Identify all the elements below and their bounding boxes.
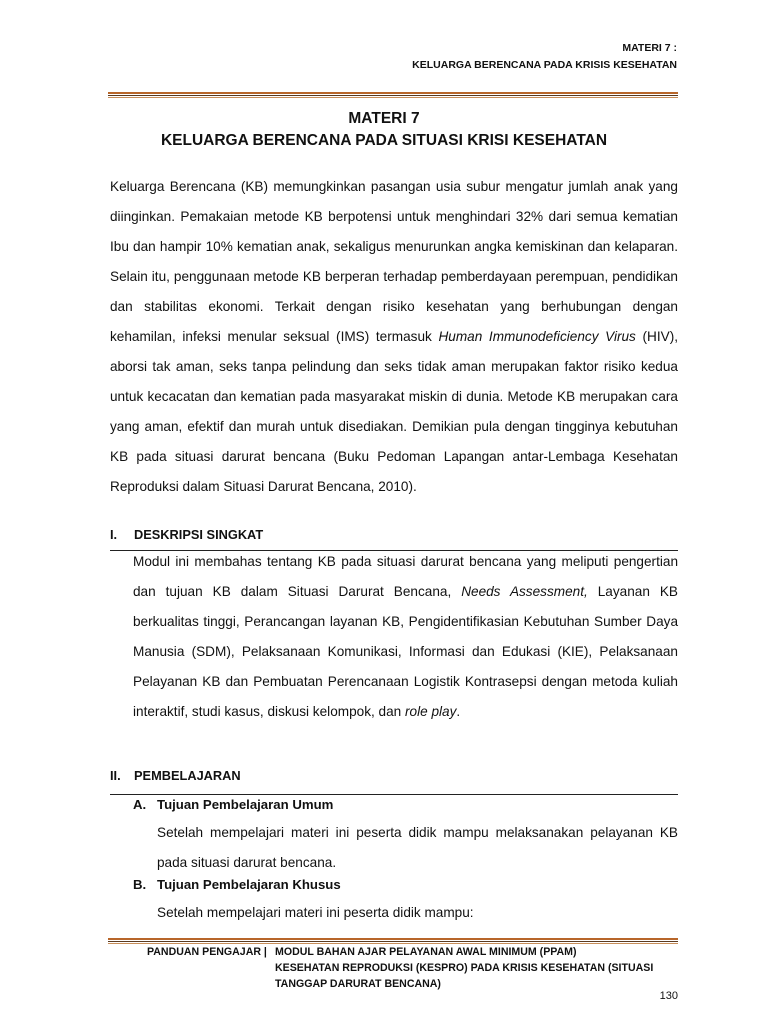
section-2-title: PEMBELAJARAN — [134, 768, 241, 783]
footer-line1: MODUL BAHAN AJAR PELAYANAN AWAL MINIMUM (PPAM) — [275, 946, 577, 958]
section-1-number: I. — [110, 527, 118, 542]
title-line1: MATERI 7 — [348, 110, 420, 127]
section-1-text-2: Layanan KB berkualitas tinggi, Perancangan layanan KB, Pengidentifikasian Kebutuhan Sumber Daya Manusia (SDM), Pelaksanaan Komunikasi, Informasi dan Edukasi (KIE), Pelaksanaan Pelayanan KB dan Pembuatan Perencanaan Logistik Kontrasepsi dengan metoda kuliah interaktif, studi kasus, diskusi kelompok, dan — [133, 584, 678, 719]
intro-paragraph — [110, 172, 678, 502]
footer-line2: KESEHATAN REPRODUKSI (KESPRO) PADA KRISIS KESEHATAN (SITUASI — [275, 962, 654, 974]
intro-italic-hiv: Human Immunodeficiency Virus — [438, 329, 636, 344]
section-1-paragraph — [133, 547, 678, 727]
intro-text-2: (HIV), aborsi tak aman, seks tanpa pelindung dan seks tidak aman merupakan faktor risiko kedua untuk kecacatan dan kematian pada masyarakat miskin di dunia. Metode KB merupakan cara yang aman, efektif dan murah untuk disediakan. Demikian pula dengan tingginya kebutuhan KB pada situasi darurat bencana (Buku Pedoman Lapangan antar-Lembaga Kesehatan Reproduksi dalam Situasi Darurat Bencana, 2010). — [110, 329, 678, 494]
section-1-heading — [110, 527, 263, 542]
subsection-b-text: Setelah mempelajari materi ini peserta didik mampu: — [157, 905, 474, 920]
subsection-b-heading — [133, 877, 341, 892]
subsection-a-text: Setelah mempelajari materi ini peserta didik mampu melaksanakan pelayanan KB pada situasi darurat bencana. — [157, 825, 678, 870]
section-2-underline — [110, 794, 678, 795]
section-2-number: II. — [110, 768, 121, 783]
running-header-line1: MATERI 7 : — [622, 42, 677, 54]
section-1-title: DESKRIPSI SINGKAT — [134, 527, 264, 542]
footer-label: PANDUAN PENGAJAR | — [147, 946, 267, 958]
page-number: 130 — [659, 990, 678, 1002]
subsection-a-title: Tujuan Pembelajaran Umum — [157, 797, 334, 812]
subsection-b-title: Tujuan Pembelajaran Khusus — [157, 877, 341, 892]
footer-line3: TANGGAP DARURAT BENCANA) — [275, 978, 441, 990]
section-1-italic-needs: Needs Assessment, — [461, 584, 588, 599]
intro-text-1: Keluarga Berencana (KB) memungkinkan pasangan usia subur mengatur jumlah anak yang diinginkan. Pemakaian metode KB berpotensi untuk menghindari 32% dari semua kematian Ibu dan hampir 10% kematian anak, sekaligus menurunkan angka kemiskinan dan kelaparan. Selain itu, penggunaan metode KB berperan terhadap pemberdayaan perempuan, pendidikan dan stabilitas ekonomi. Terkait dengan risiko kesehatan yang berhubungan dengan kehamilan, infeksi menular seksual (IMS) termasuk — [110, 179, 678, 344]
running-header-line2: KELUARGA BERENCANA PADA KRISIS KESEHATAN — [412, 59, 677, 71]
section-1-text-3: . — [456, 704, 461, 719]
subsection-a-heading — [133, 797, 333, 812]
section-2-heading — [110, 768, 241, 783]
subsection-b-number: B. — [133, 877, 147, 892]
title-line2: KELUARGA BERENCANA PADA SITUASI KRISI KESEHATAN — [160, 132, 608, 149]
section-1-italic-role-play: role play — [405, 704, 457, 719]
header-rule — [108, 92, 678, 98]
section-1-text-1: Modul ini membahas tentang KB pada situasi darurat bencana yang meliputi pengertian dan tujuan KB dalam Situasi Darurat Bencana, — [133, 554, 678, 599]
footer-module-title — [275, 944, 653, 992]
subsection-a-number: A. — [133, 797, 147, 812]
running-header — [412, 40, 677, 74]
